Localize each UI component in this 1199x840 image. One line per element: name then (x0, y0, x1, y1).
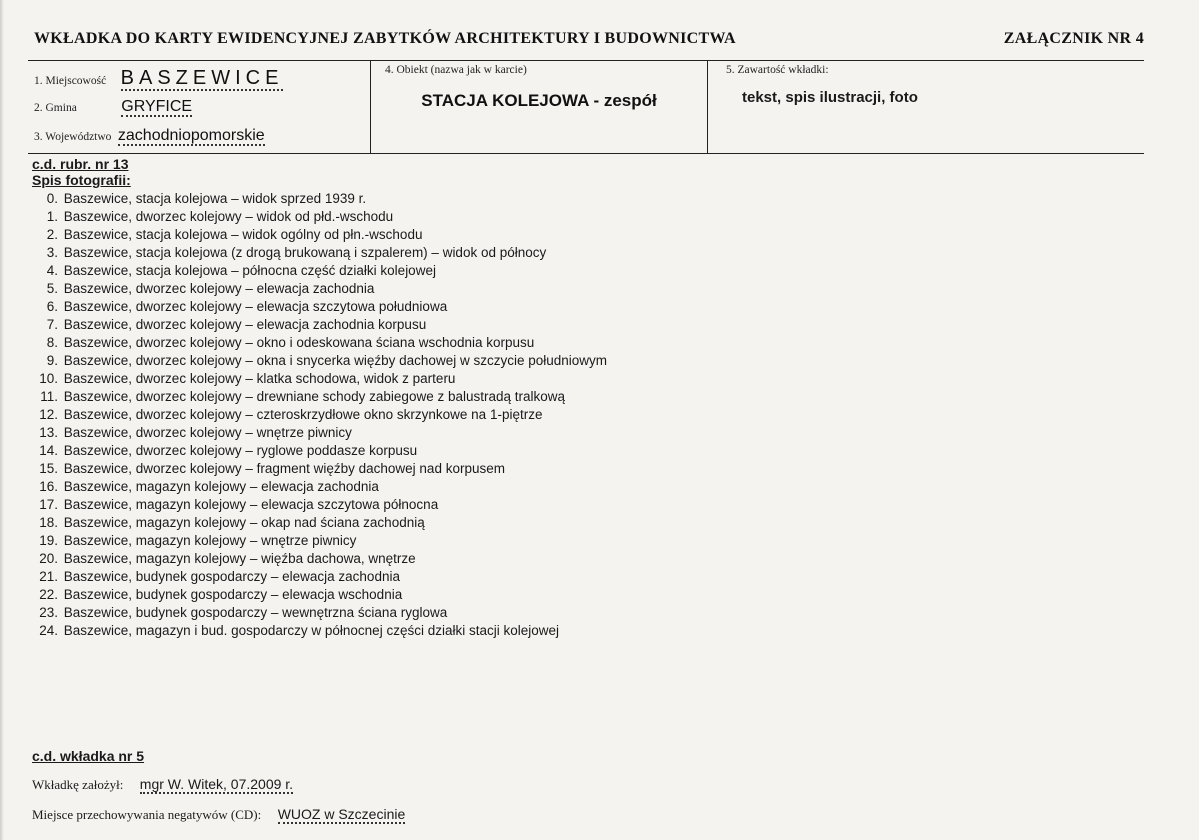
list-item (32, 460, 607, 478)
list-item-number: 9. (46, 353, 58, 368)
list-item-text: Baszewice, magazyn kolejowy – elewacja szczytowa północna (63, 497, 439, 512)
list-item-text: Baszewice, dworzec kolejowy – widok od płd.-wschodu (63, 209, 394, 224)
list-item-text: Baszewice, dworzec kolejowy – czteroskrzydłowe okno skrzynkowe na 1-piętrze (63, 407, 543, 422)
list-item-text: Baszewice, dworzec kolejowy – elewacja szczytowa południowa (63, 299, 448, 314)
list-item-text: Baszewice, dworzec kolejowy – wnętrze piwnicy (63, 425, 352, 440)
list-item (32, 406, 607, 424)
document-title: WKŁADKA DO KARTY EWIDENCYJNEJ ZABYTKÓW ARCHITEKTURY I BUDOWNICTWA (34, 30, 736, 47)
list-item-number: 22. (39, 587, 58, 602)
list-item-number: 10. (39, 371, 58, 386)
list-item-number: 13. (39, 425, 58, 440)
list-item-text: Baszewice, stacja kolejowa (z drogą brukowaną i szpalerem) – widok od północy (63, 245, 547, 260)
annex-number: ZAŁĄCZNIK NR 4 (1003, 30, 1144, 47)
list-item-number: 24. (39, 623, 58, 638)
list-item (32, 280, 607, 298)
list-item (32, 532, 607, 550)
list-item-number: 15. (39, 461, 58, 476)
list-item (32, 622, 607, 640)
list-item (32, 604, 607, 622)
location-column (28, 61, 371, 153)
list-item (32, 442, 607, 460)
content-column (708, 61, 1144, 153)
list-item (32, 568, 607, 586)
list-item-number: 12. (39, 407, 58, 422)
list-item (32, 226, 607, 244)
list-item-text: Baszewice, magazyn i bud. gospodarczy w północnej części działki stacji kolejowej (63, 623, 560, 638)
list-item-text: Baszewice, dworzec kolejowy – klatka schodowa, widok z parteru (63, 371, 456, 386)
list-item-number: 4. (46, 263, 58, 278)
miejscowosc-row (34, 67, 283, 90)
list-item-text: Baszewice, magazyn kolejowy – więźba dachowa, wnętrze (63, 551, 416, 566)
list-item-text: Baszewice, dworzec kolejowy – elewacja zachodnia (63, 281, 375, 296)
list-item-text: Baszewice, magazyn kolejowy – okap nad ściana zachodnią (63, 515, 425, 530)
page-edge-shadow (0, 0, 4, 840)
list-item-text: Baszewice, magazyn kolejowy – elewacja zachodnia (63, 479, 379, 494)
created-by-row (32, 776, 293, 794)
gmina-row (34, 98, 192, 116)
list-item-number: 19. (39, 533, 58, 548)
list-item-number: 2. (46, 227, 58, 242)
list-item-text: Baszewice, budynek gospodarczy – elewacja zachodnia (63, 569, 400, 584)
list-item-text: Baszewice, stacja kolejowa – północna część działki kolejowej (63, 263, 436, 278)
list-item-number: 1. (46, 209, 58, 224)
list-item (32, 190, 607, 208)
list-item-text: Baszewice, dworzec kolejowy – elewacja zachodnia korpusu (63, 317, 427, 332)
list-item (32, 298, 607, 316)
list-item-text: Baszewice, dworzec kolejowy – drewniane schody zabiegowe z balustradą tralkową (63, 389, 566, 404)
photo-list (32, 190, 607, 640)
list-item-number: 23. (39, 605, 58, 620)
list-item (32, 244, 607, 262)
list-item-number: 0. (46, 191, 58, 206)
list-item-text: Baszewice, dworzec kolejowy – okna i snycerka więźby dachowej w szczycie południowym (63, 353, 607, 368)
gmina-label: 2. Gmina (34, 102, 77, 114)
list-item-number: 8. (46, 335, 58, 350)
list-item-number: 16. (39, 479, 58, 494)
list-item (32, 496, 607, 514)
object-column (371, 61, 708, 153)
list-item (32, 334, 607, 352)
storage-value: WUOZ w Szczecinie (277, 806, 406, 822)
created-by-label: Wkładkę założył: (32, 777, 124, 792)
list-item (32, 586, 607, 604)
list-item-number: 18. (39, 515, 58, 530)
list-item (32, 316, 607, 334)
list-item-text: Baszewice, stacja kolejowa – widok sprzed 1939 r. (63, 191, 367, 206)
list-item-text: Baszewice, magazyn kolejowy – wnętrze piwnicy (63, 533, 357, 548)
list-item-text: Baszewice, dworzec kolejowy – ryglowe poddasze korpusu (63, 443, 418, 458)
list-item-text: Baszewice, budynek gospodarczy – wewnętrzna ściana ryglowa (63, 605, 448, 620)
list-item (32, 208, 607, 226)
list-item (32, 424, 607, 442)
list-item-number: 3. (46, 245, 58, 260)
wojewodztwo-row (34, 127, 265, 145)
list-item (32, 550, 607, 568)
list-item-number: 6. (46, 299, 58, 314)
photo-list-title: Spis fotografii: (32, 172, 131, 188)
list-item-number: 21. (39, 569, 58, 584)
wojewodztwo-label: 3. Województwo (34, 131, 112, 143)
main-content (32, 156, 607, 640)
gmina-value: GRYFICE (121, 98, 193, 115)
created-by-value: mgr W. Witek, 07.2009 r. (139, 776, 294, 792)
list-item (32, 388, 607, 406)
zawartosc-value: tekst, spis ilustracji, foto (742, 89, 918, 106)
list-item (32, 370, 607, 388)
list-item-text: Baszewice, dworzec kolejowy – fragment więźby dachowej nad korpusem (63, 461, 505, 476)
wojewodztwo-value: zachodniopomorskie (117, 127, 265, 144)
list-item (32, 478, 607, 496)
list-item-number: 11. (40, 389, 58, 404)
list-item-text: Baszewice, budynek gospodarczy – elewacja wschodnia (63, 587, 403, 602)
list-item-text: Baszewice, stacja kolejowa – widok ogólny od płn.-wschodu (63, 227, 423, 242)
list-item-number: 7. (46, 317, 58, 332)
list-item-number: 20. (39, 551, 58, 566)
list-item-number: 14. (39, 443, 58, 458)
rubric-heading: c.d. rubr. nr 13 (32, 156, 129, 172)
list-item-number: 17. (39, 497, 58, 512)
storage-label: Miejsce przechowywania negatywów (CD): (32, 807, 262, 822)
storage-row (32, 806, 405, 824)
obiekt-value: STACJA KOLEJOWA - zespół (421, 91, 657, 110)
miejscowosc-label: 1. Miejscowość (34, 75, 107, 87)
list-item (32, 262, 607, 280)
list-item-number: 5. (46, 281, 58, 296)
list-item-text: Baszewice, dworzec kolejowy – okno i odeskowana ściana wschodnia korpusu (63, 335, 535, 350)
info-table (28, 61, 1144, 154)
list-item (32, 352, 607, 370)
miejscowosc-value: BASZEWICE (120, 67, 284, 89)
continuation-note: c.d. wkładka nr 5 (32, 748, 145, 764)
zawartosc-label: 5. Zawartość wkładki: (726, 64, 829, 76)
obiekt-label: 4. Obiekt (nazwa jak w karcie) (385, 64, 527, 76)
list-item (32, 514, 607, 532)
